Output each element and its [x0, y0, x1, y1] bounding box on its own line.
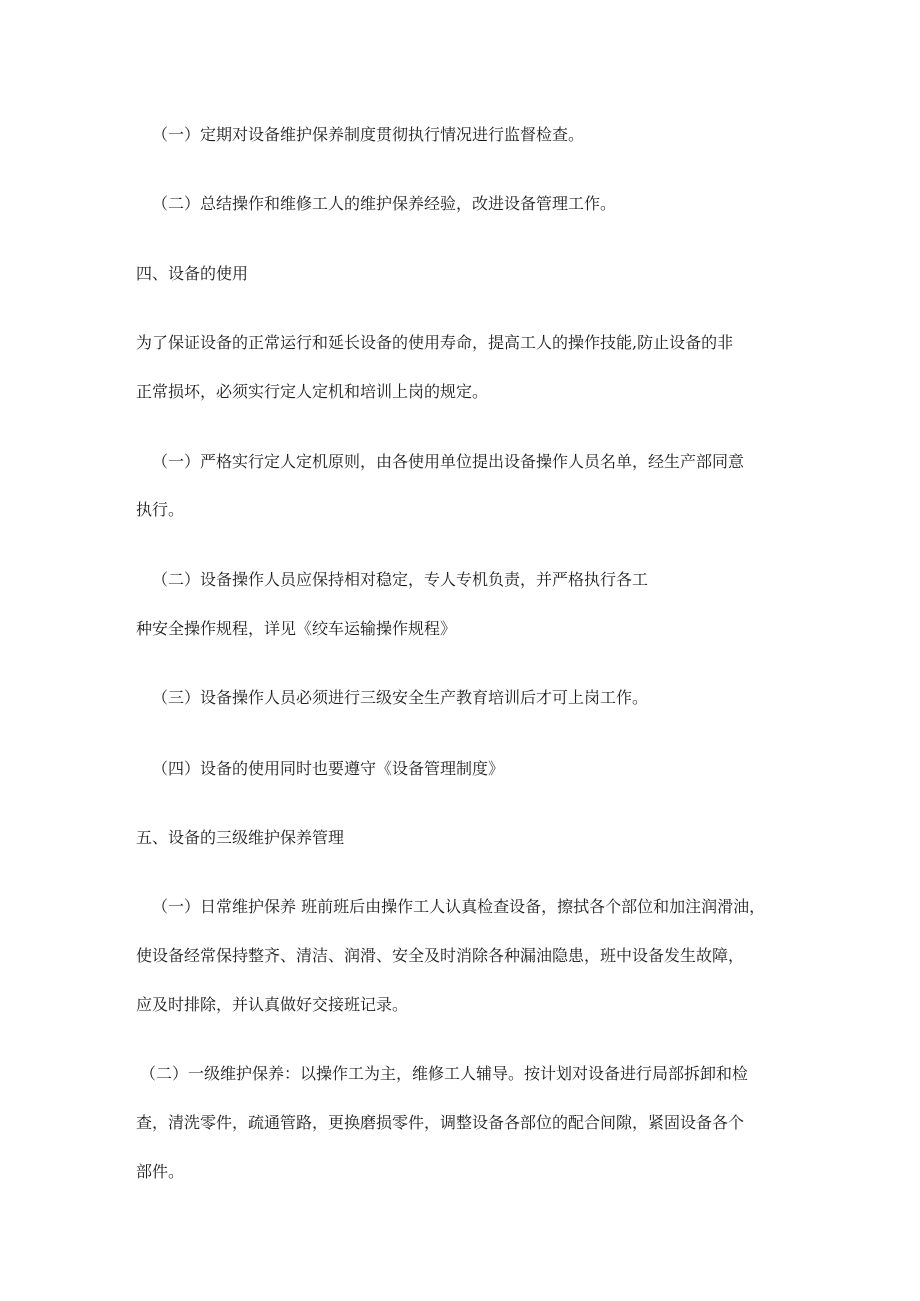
paragraph-line: 使设备经常保持整齐、清洁、润滑、安全及时消除各种漏油隐患，班中设备发生故障， — [136, 946, 745, 965]
paragraph-line: （三）设备操作人员必须进行三级安全生产教育培训后才可上岗工作。 — [152, 688, 649, 707]
paragraph-line: （二）总结操作和维修工人的维护保养经验，改进设备管理工作。 — [152, 194, 617, 213]
paragraph-line: （二）设备操作人员应保持相对稳定，专人专机负责，并严格执行各工 — [152, 570, 649, 589]
section-heading: 五、设备的三级维护保养管理 — [136, 828, 345, 847]
paragraph-line: 正常损坏，必须实行定人定机和培训上岗的规定。 — [136, 382, 489, 401]
paragraph-line: 部件。 — [136, 1162, 185, 1181]
paragraph-line: （二）一级维护保养：以操作工为主，维修工人辅导。按计划对设备进行局部拆卸和检 — [140, 1064, 749, 1083]
paragraph-line: 种安全操作规程，详见《绞车运输操作规程》 — [136, 619, 457, 638]
paragraph-line: 应及时排除，并认真做好交接班记录。 — [136, 995, 409, 1014]
section-heading: 四、设备的使用 — [136, 264, 249, 283]
paragraph-line: （一）日常维护保养 班前班后由操作工人认真检查设备，擦拭各个部位和加注润滑油， — [152, 897, 766, 916]
paragraph-line: （四）设备的使用同时也要遵守《设备管理制度》 — [152, 759, 505, 778]
paragraph-line: 执行。 — [136, 500, 185, 519]
paragraph-line: （一）定期对设备维护保养制度贯彻执行情况进行监督检查。 — [152, 125, 585, 144]
paragraph-line: 为了保证设备的正常运行和延长设备的使用寿命，提高工人的操作技能,防止设备的非 — [136, 333, 734, 352]
paragraph-line: 查，清洗零件，疏通管路，更换磨损零件，调整设备各部位的配合间隙，紧固设备各个 — [136, 1113, 745, 1132]
paragraph-line: （一）严格实行定人定机原则，由各使用单位提出设备操作人员名单，经生产部同意 — [152, 452, 745, 471]
